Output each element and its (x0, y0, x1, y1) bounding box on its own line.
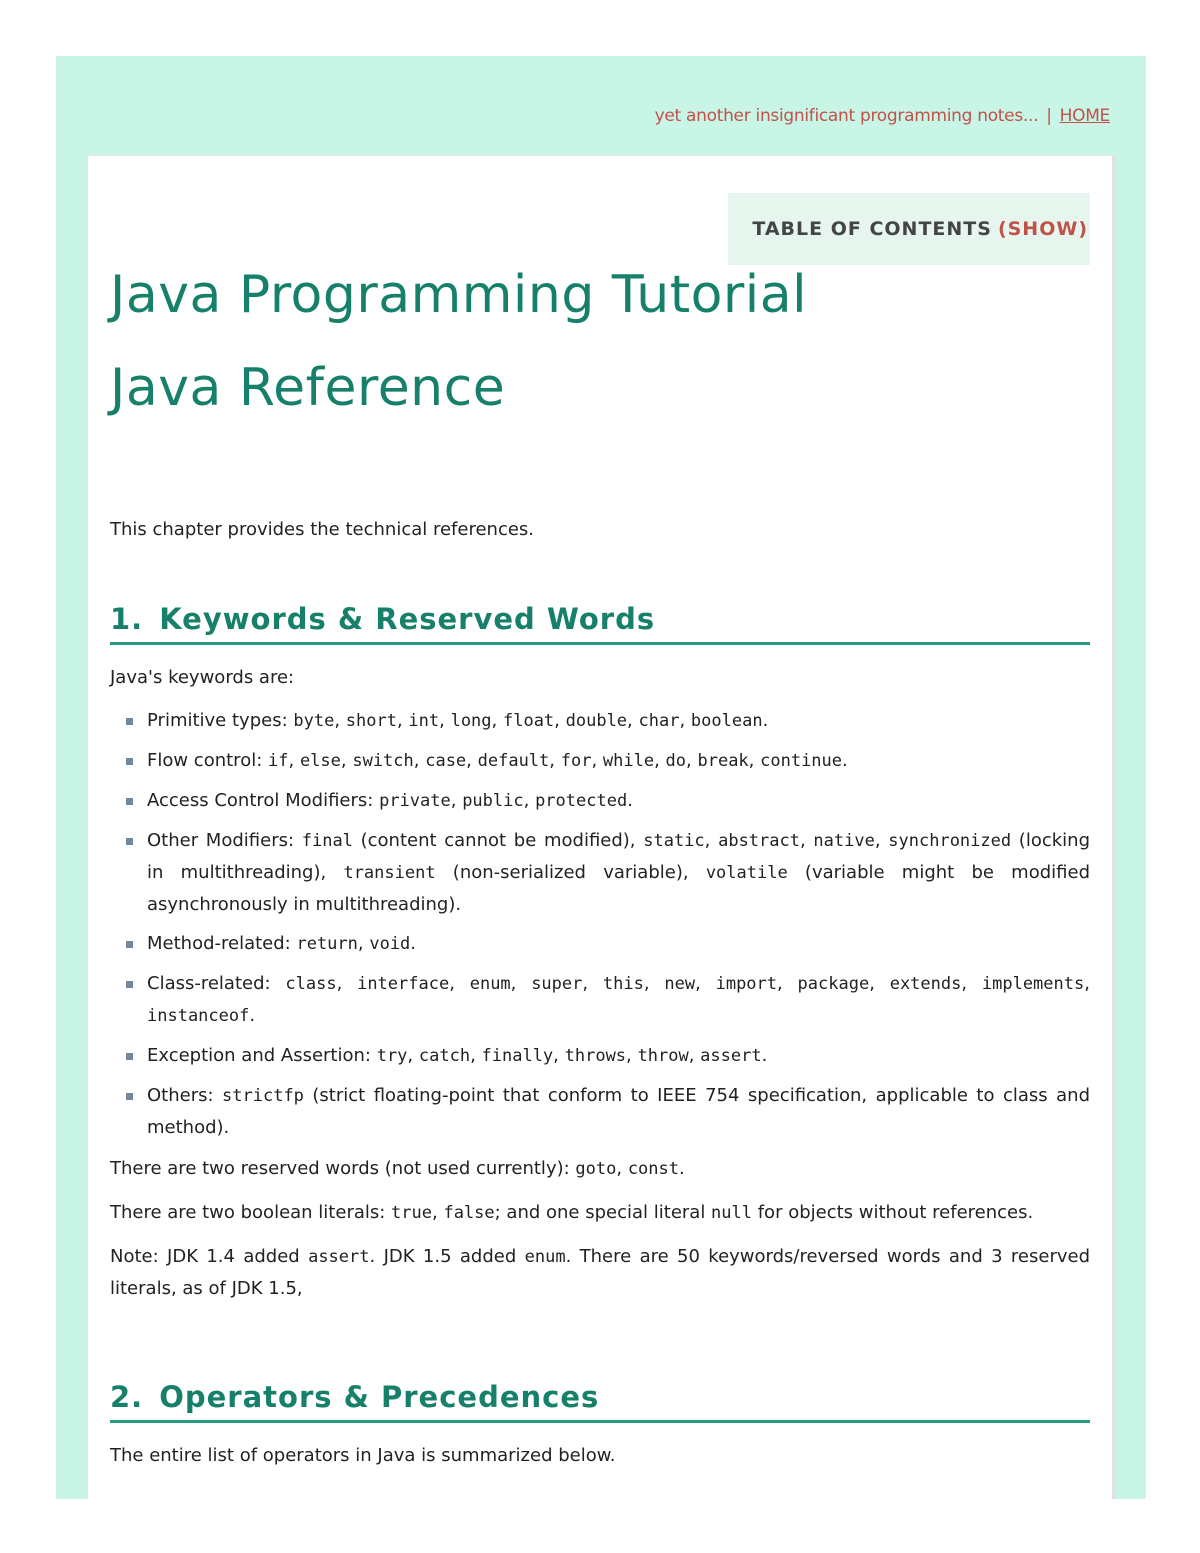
keyword-list (110, 705, 1090, 1143)
section-title: Keywords & Reserved Words (159, 602, 656, 636)
keyword-code: case (425, 751, 467, 771)
keyword-code: byte (293, 711, 335, 731)
section-number: 2. (110, 1380, 144, 1414)
bullet-icon (126, 1093, 133, 1100)
code-false: false (443, 1203, 495, 1223)
keyword-code: class (285, 974, 337, 994)
keyword-code: private (379, 791, 451, 811)
bullet-icon (126, 1053, 133, 1060)
keyword-code: const (627, 1159, 679, 1179)
bullet-icon (126, 838, 133, 845)
code-abstract: abstract (718, 831, 800, 851)
keyword-code: while (602, 751, 655, 771)
code-null: null (711, 1203, 752, 1223)
keyword-code: do (665, 751, 687, 771)
list-item-other-modifiers: Other Modifiers: final (content cannot be modified), static, abstract, native, synchronized (locking in multithreading), transient (non-serialized variable), volatile (variable might be modified asynchronously in multithreading). (110, 825, 1090, 920)
keyword-code: break (697, 751, 749, 771)
page-subtitle: Java Reference (110, 358, 506, 418)
code-final: final (301, 831, 353, 851)
site-header (56, 106, 1110, 126)
toc-show-toggle[interactable]: (SHOW) (997, 218, 1088, 240)
list-item-method: Method-related: return, void. (110, 928, 1090, 960)
keywords-lead: Java's keywords are: (110, 667, 295, 688)
code-synchronized: synchronized (888, 831, 1012, 851)
keyword-code: interface (357, 974, 450, 994)
note-paragraph: Note: JDK 1.4 added assert. JDK 1.5 added enum. There are 50 keywords/reversed words and 3 reserved literals, as of JDK 1.5, (110, 1246, 1090, 1299)
keyword-code: try (376, 1046, 408, 1066)
article-card (88, 156, 1112, 1499)
keyword-code: void (369, 934, 411, 954)
list-item-exception: Exception and Assertion: try, catch, finally, throws, throw, assert. (110, 1040, 1090, 1072)
keyword-code: short (345, 711, 397, 731)
keyword-code: float (502, 711, 555, 731)
page-title: Java Programming Tutorial (110, 265, 808, 325)
keyword-code: new (664, 974, 696, 994)
keyword-code: instanceof (147, 1006, 250, 1026)
keyword-code: long (450, 711, 492, 731)
keyword-code: package (797, 974, 870, 994)
list-item-primitive: Primitive types: byte, short, int, long, float, double, char, boolean. (110, 705, 1090, 737)
code-volatile: volatile (705, 863, 788, 883)
code-true: true (391, 1203, 432, 1223)
keyword-code: implements (981, 974, 1085, 994)
code-native: native (813, 831, 875, 851)
keyword-code: else (299, 751, 341, 771)
keyword-code: throws (564, 1046, 627, 1066)
section-heading-keywords (110, 604, 1090, 645)
bullet-icon (126, 941, 133, 948)
keyword-code: return (296, 934, 358, 954)
section-number: 1. (110, 602, 144, 636)
section-body-operators (110, 1440, 1090, 1483)
keyword-code: char (638, 711, 680, 731)
operators-lead: The entire list of operators in Java is summarized below. (110, 1445, 616, 1466)
code-assert: assert (308, 1247, 370, 1267)
keyword-code: default (477, 751, 550, 771)
keyword-code: switch (352, 751, 414, 771)
section-title: Operators & Precedences (159, 1380, 600, 1414)
keyword-code: goto (575, 1159, 617, 1179)
keyword-code: if (268, 751, 289, 771)
keyword-code: continue (760, 751, 843, 771)
bullet-icon (126, 718, 133, 725)
keyword-code: int (408, 711, 440, 731)
reserved-words-paragraph: There are two reserved words (not used currently): goto, const. (110, 1158, 685, 1179)
keyword-code: finally (481, 1046, 554, 1066)
keyword-code: super (531, 974, 583, 994)
header-separator: | (1046, 106, 1052, 126)
keyword-code: protected (535, 791, 628, 811)
keyword-code: import (715, 974, 778, 994)
toc-label: TABLE OF CONTENTS (752, 218, 992, 240)
list-item-flow: Flow control: if, else, switch, case, default, for, while, do, break, continue. (110, 745, 1090, 777)
keyword-code: this (602, 974, 644, 994)
keyword-code: boolean (690, 711, 763, 731)
site-tagline: yet another insignificant programming notes... (654, 106, 1039, 126)
intro-paragraph: This chapter provides the technical references. (110, 519, 535, 540)
keyword-code: catch (418, 1046, 471, 1066)
code-strictfp: strictfp (222, 1086, 304, 1106)
list-item-others: Others: strictfp (strict floating-point that conform to IEEE 754 specification, applicable to class and method). (110, 1080, 1090, 1143)
code-enum: enum (524, 1247, 566, 1267)
page-background (56, 56, 1146, 1499)
section-body-keywords (110, 662, 1090, 1316)
keyword-code: extends (889, 974, 962, 994)
code-static: static (643, 831, 705, 851)
section-heading-operators (110, 1382, 1090, 1423)
table-of-contents[interactable] (728, 193, 1090, 265)
keyword-code: double (565, 711, 628, 731)
literals-paragraph: There are two boolean literals: true, false; and one special literal null for objects without references. (110, 1202, 1034, 1223)
list-item-access: Access Control Modifiers: private, public, protected. (110, 785, 1090, 817)
bullet-icon (126, 758, 133, 765)
code-transient: transient (343, 863, 436, 883)
list-item-class: Class-related: class, interface, enum, super, this, new, import, package, extends, implements, instanceof. (110, 968, 1090, 1032)
keyword-code: enum (469, 974, 511, 994)
keyword-code: throw (637, 1046, 689, 1066)
bullet-icon (126, 798, 133, 805)
keyword-code: public (462, 791, 524, 811)
keyword-code: for (560, 751, 592, 771)
keyword-code: assert (700, 1046, 762, 1066)
bullet-icon (126, 981, 133, 988)
home-link[interactable]: HOME (1059, 106, 1110, 126)
